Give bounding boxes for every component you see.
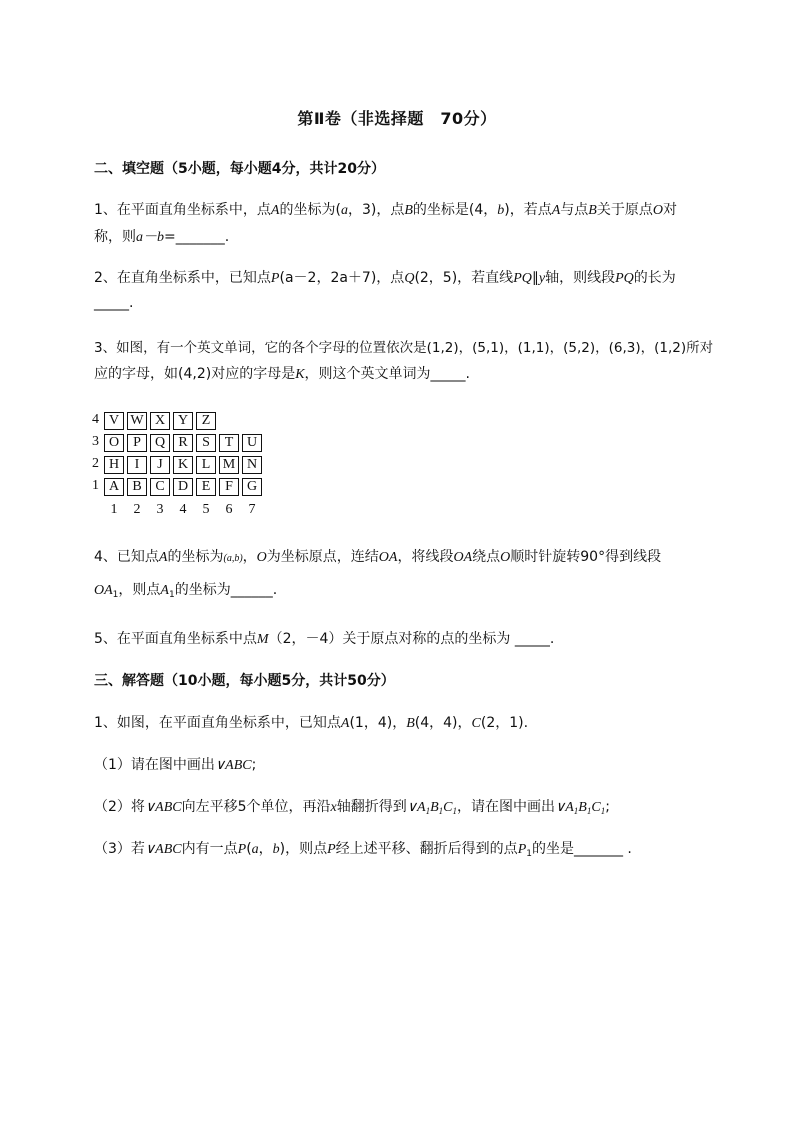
answer-q1-intro — [94, 712, 714, 732]
text: 的坐标为 — [167, 549, 224, 565]
fill-q4-line2 — [94, 579, 714, 600]
text: 经上述平移、翻折后得到的点 — [335, 841, 518, 857]
subscript: 1 — [438, 806, 444, 816]
var: P — [327, 842, 336, 857]
var: A — [160, 583, 169, 598]
subscript: 1 — [168, 590, 175, 600]
var: P — [517, 842, 527, 857]
subscript: 1 — [600, 806, 606, 816]
grid-letter-cell: W — [127, 412, 147, 430]
text: ( — [279, 270, 285, 286]
var: x — [330, 800, 337, 815]
letter-grid-figure — [92, 410, 272, 520]
subscript: 1 — [526, 849, 532, 859]
grid-letter-cell: Q — [150, 434, 170, 452]
grid-letter-cell: A — [104, 478, 124, 496]
text: （1）请在图中画出 — [94, 757, 215, 773]
text: 绕点 — [472, 549, 501, 565]
var: P — [237, 842, 247, 857]
var: A — [551, 203, 561, 218]
grid-letter-cell: C — [150, 478, 170, 496]
text: ， — [258, 841, 273, 857]
var: B — [404, 203, 413, 218]
text: ; — [251, 757, 257, 773]
text: 5、在平面直角坐标系中点 — [94, 631, 257, 647]
text: 轴，则线段 — [545, 270, 616, 286]
text: (1，4)， — [349, 715, 407, 731]
grid-column-label: 3 — [156, 502, 164, 517]
grid-letter-cell: E — [196, 478, 216, 496]
fill-q2-line1 — [94, 267, 714, 287]
var: a — [340, 203, 348, 218]
section-heading-fill-in: 二、填空题（5小题，每小题4分，共计20分） — [94, 161, 385, 177]
var: OA — [453, 550, 473, 565]
text: 2、在直角坐标系中，已知点 — [94, 270, 271, 286]
text: 4、已知点 — [94, 549, 159, 565]
var: ∨A — [406, 800, 426, 815]
text: 的坐标是(4， — [412, 202, 498, 218]
grid-letter-cell: J — [150, 456, 170, 474]
var: ∨ABC — [144, 842, 182, 857]
var: B — [406, 716, 415, 731]
fill-q3-line2 — [94, 363, 714, 383]
grid-letter-cell: P — [127, 434, 147, 452]
var: B — [588, 203, 597, 218]
grid-letter-cell: I — [127, 456, 147, 474]
grid-letter-cell: X — [150, 412, 170, 430]
grid-letter-cell: T — [219, 434, 239, 452]
grid-row-label: 4 — [92, 412, 99, 427]
text: 与点 — [560, 202, 589, 218]
grid-letter-cell: S — [196, 434, 216, 452]
grid-letter-cell: L — [196, 456, 216, 474]
text: )，点 — [370, 270, 405, 286]
var: b — [272, 842, 280, 857]
page-title: 第Ⅱ卷（非选择题 70分） — [297, 109, 497, 128]
grid-column-label: 2 — [133, 502, 141, 517]
var: ∨A — [554, 800, 574, 815]
var: B — [578, 800, 587, 815]
text: 轴翻折得到 — [336, 799, 407, 815]
var: P — [270, 271, 280, 286]
text: )，若点 — [504, 202, 552, 218]
var: Q — [404, 271, 415, 286]
grid-letter-cell: D — [173, 478, 193, 496]
grid-letter-cell: M — [219, 456, 239, 474]
fill-q4-line1 — [94, 546, 714, 566]
answer-q1-part2 — [94, 796, 714, 816]
var: PQ — [615, 271, 634, 286]
grid-letter-cell: G — [242, 478, 262, 496]
subscript: 1 — [112, 590, 119, 600]
fill-q1-line1 — [94, 199, 714, 219]
text: (4，4)， — [414, 715, 472, 731]
var: M — [256, 632, 269, 647]
text: 的坐是_______ . — [531, 841, 632, 857]
var: C — [591, 800, 601, 815]
var: y — [538, 271, 546, 286]
grid-letter-cell: V — [104, 412, 124, 430]
text: 的长为 — [633, 270, 676, 286]
subscript: 1 — [573, 806, 579, 816]
text: ，请在图中画出 — [456, 799, 555, 815]
grid-letter-cell: Y — [173, 412, 193, 430]
text: ; — [605, 799, 610, 815]
text: ，将线段 — [397, 549, 454, 565]
text: (2，5)，若直线 — [414, 270, 514, 286]
grid-column-label: 1 — [110, 502, 118, 517]
text: 向左平移5个单位，再沿 — [181, 799, 331, 815]
grid-letter-cell: R — [173, 434, 193, 452]
grid-row-label: 3 — [92, 434, 99, 449]
var: (a,b) — [223, 553, 243, 564]
grid-row-label: 2 — [92, 456, 99, 471]
text: （3）若 — [94, 841, 145, 857]
var: O — [256, 550, 267, 565]
text: （2，－4）关于原点对称的点的坐标为 _____. — [268, 631, 555, 647]
answer-q1-part1 — [94, 754, 714, 774]
var: B — [430, 800, 439, 815]
var: PQ — [513, 271, 532, 286]
fill-q5-line — [94, 628, 714, 648]
text: ∥ — [531, 270, 539, 286]
text: ，3)，点 — [347, 202, 405, 218]
grid-letter-cell: N — [242, 456, 262, 474]
var: O — [652, 203, 663, 218]
grid-letter-cell: B — [127, 478, 147, 496]
var: b — [497, 203, 505, 218]
var: OA — [94, 583, 113, 598]
var: O — [500, 550, 511, 565]
text: 称，则 — [94, 229, 136, 245]
var: a — [251, 842, 259, 857]
text: ( — [246, 841, 252, 857]
var: A — [270, 203, 280, 218]
subscript: 1 — [452, 806, 457, 816]
text: ，则这个英文单词为_____. — [304, 366, 470, 382]
text: (2，1). — [480, 715, 529, 731]
text: 内有一点 — [181, 841, 238, 857]
grid-column-label: 6 — [225, 502, 233, 517]
text: （2）将 — [94, 799, 145, 815]
grid-letter-cell: K — [173, 456, 193, 474]
var: ∨ABC — [214, 758, 252, 773]
subscript: 1 — [586, 806, 592, 816]
var: K — [295, 367, 305, 382]
subscript: 1 — [425, 806, 431, 816]
text: 1、在平面直角坐标系中，点 — [94, 202, 271, 218]
text: 1、如图，在平面直角坐标系中，已知点 — [94, 715, 341, 731]
section-heading-answer: 三、解答题（10小题，每小题5分，共计50分） — [94, 673, 395, 689]
grid-letter-cell: F — [219, 478, 239, 496]
answer-q1-part3 — [94, 838, 714, 859]
text: 的坐标为______. — [174, 582, 278, 598]
var: C — [443, 800, 453, 815]
fill-q2-line2: _____. — [94, 295, 134, 311]
text: 的坐标为( — [279, 202, 341, 218]
var: C — [471, 716, 481, 731]
var: A — [158, 550, 168, 565]
text: ，则点 — [118, 582, 161, 598]
grid-letter-cell: H — [104, 456, 124, 474]
text: a－2，2a＋7 — [284, 270, 371, 286]
var: ∨ABC — [144, 800, 182, 815]
text: 应的字母，如(4,2)对应的字母是 — [94, 366, 296, 382]
var: OA — [378, 550, 398, 565]
grid-column-label: 7 — [248, 502, 256, 517]
text: 关于原点 — [596, 202, 653, 218]
text: 顺时针旋转90°得到线段 — [510, 549, 662, 565]
grid-letter-cell: U — [242, 434, 262, 452]
text: 为坐标原点，连结 — [266, 549, 379, 565]
text: =_______. — [164, 229, 230, 245]
grid-letter-cell: Z — [196, 412, 216, 430]
var: a－b — [136, 230, 164, 245]
fill-q3-line1: 3、如图，有一个英文单词，它的各个字母的位置依次是(1,2)，(5,1)，(1,1)，(5,2)，(6,3)，(1,2)所对 — [94, 340, 714, 356]
text: )，则点 — [279, 841, 328, 857]
var: A — [340, 716, 350, 731]
grid-column-label: 5 — [202, 502, 210, 517]
fill-q1-line2 — [94, 226, 714, 246]
grid-column-label: 4 — [179, 502, 187, 517]
grid-row-label: 1 — [92, 478, 99, 493]
text: 对 — [662, 202, 677, 218]
text: ， — [242, 549, 257, 565]
grid-letter-cell: O — [104, 434, 124, 452]
